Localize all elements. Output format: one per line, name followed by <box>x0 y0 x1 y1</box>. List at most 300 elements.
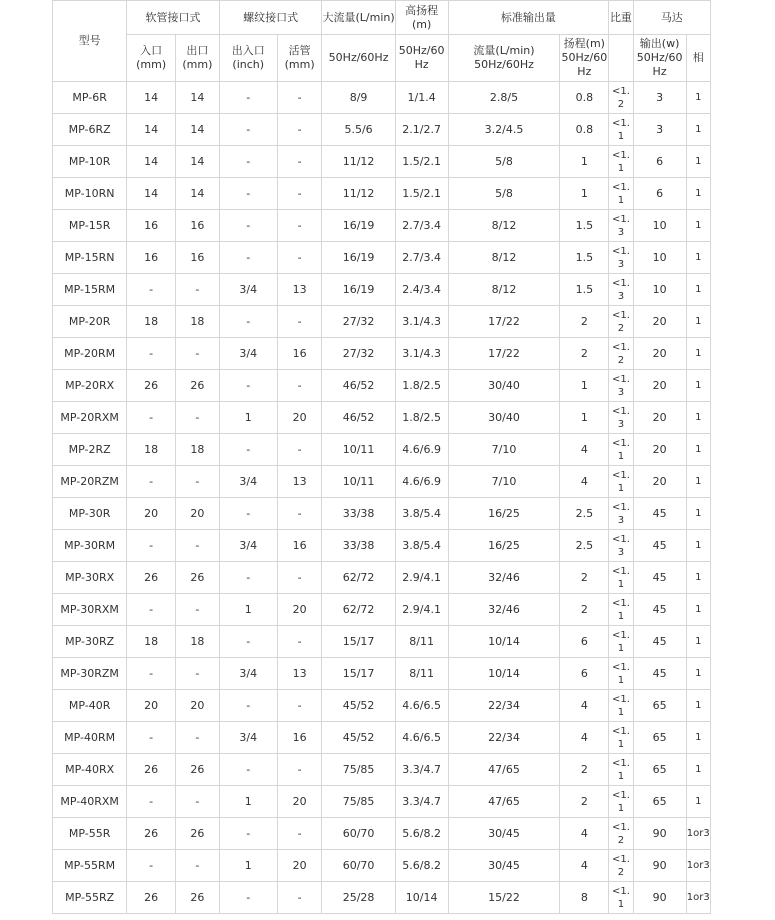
cell-thread-io: - <box>219 82 277 114</box>
cell-max-flow: 62/72 <box>322 594 395 626</box>
cell-model: MP-55RM <box>53 850 127 882</box>
cell-max-flow: 60/70 <box>322 818 395 850</box>
cell-union: 20 <box>277 402 322 434</box>
cell-ratio: <1.3 <box>609 498 633 530</box>
cell-max-head: 2.9/4.1 <box>395 594 448 626</box>
cell-union: 20 <box>277 594 322 626</box>
cell-std-head: 4 <box>560 722 609 754</box>
table-row <box>53 530 711 562</box>
cell-hose-outlet: - <box>176 530 220 562</box>
cell-thread-io: - <box>219 690 277 722</box>
header-std-head: 扬程(m) 50Hz/60 Hz <box>560 35 609 82</box>
cell-std-head: 4 <box>560 690 609 722</box>
cell-std-head: 1 <box>560 402 609 434</box>
cell-max-flow: 11/12 <box>322 178 395 210</box>
cell-std-flow: 30/45 <box>448 850 560 882</box>
cell-union: - <box>277 146 322 178</box>
table-row <box>53 402 711 434</box>
table-row <box>53 434 711 466</box>
cell-max-head: 3.3/4.7 <box>395 754 448 786</box>
cell-hose-inlet: - <box>127 658 176 690</box>
cell-motor-output: 65 <box>633 722 686 754</box>
cell-hose-inlet: 18 <box>127 434 176 466</box>
table-row <box>53 82 711 114</box>
cell-std-head: 1 <box>560 370 609 402</box>
header-max-head-unit: 50Hz/60 Hz <box>395 35 448 82</box>
cell-thread-io: - <box>219 210 277 242</box>
header-max-flow: 大流量(L/min) <box>322 1 395 35</box>
cell-thread-io: 3/4 <box>219 658 277 690</box>
cell-max-head: 2.7/3.4 <box>395 210 448 242</box>
cell-phase: 1 <box>686 562 710 594</box>
cell-max-head: 3.8/5.4 <box>395 498 448 530</box>
cell-union: - <box>277 818 322 850</box>
cell-std-flow: 32/46 <box>448 594 560 626</box>
cell-union: - <box>277 498 322 530</box>
cell-phase: 1 <box>686 370 710 402</box>
cell-motor-output: 45 <box>633 562 686 594</box>
cell-std-flow: 17/22 <box>448 306 560 338</box>
cell-ratio: <1.3 <box>609 242 633 274</box>
cell-hose-inlet: 18 <box>127 626 176 658</box>
cell-union: 13 <box>277 274 322 306</box>
cell-max-head: 1.5/2.1 <box>395 178 448 210</box>
cell-thread-io: 1 <box>219 402 277 434</box>
cell-std-flow: 5/8 <box>448 146 560 178</box>
cell-union: 16 <box>277 722 322 754</box>
header-ratio: 比重 <box>609 1 633 35</box>
cell-model: MP-30RM <box>53 530 127 562</box>
cell-model: MP-20RZM <box>53 466 127 498</box>
spec-table-body <box>53 82 711 914</box>
cell-phase: 1 <box>686 402 710 434</box>
cell-ratio: <1.1 <box>609 178 633 210</box>
cell-hose-outlet: - <box>176 850 220 882</box>
cell-phase: 1 <box>686 626 710 658</box>
cell-model: MP-55R <box>53 818 127 850</box>
cell-std-head: 1.5 <box>560 210 609 242</box>
cell-hose-outlet: - <box>176 338 220 370</box>
cell-thread-io: - <box>219 242 277 274</box>
cell-max-head: 3.3/4.7 <box>395 786 448 818</box>
cell-std-flow: 10/14 <box>448 626 560 658</box>
cell-thread-io: - <box>219 626 277 658</box>
cell-model: MP-20R <box>53 306 127 338</box>
cell-model: MP-20RXM <box>53 402 127 434</box>
cell-max-flow: 15/17 <box>322 658 395 690</box>
cell-hose-inlet: - <box>127 466 176 498</box>
table-row <box>53 114 711 146</box>
cell-max-flow: 75/85 <box>322 786 395 818</box>
cell-model: MP-15RN <box>53 242 127 274</box>
pump-spec-table <box>52 0 711 914</box>
cell-max-head: 4.6/6.5 <box>395 690 448 722</box>
cell-union: - <box>277 114 322 146</box>
cell-union: - <box>277 178 322 210</box>
cell-max-flow: 45/52 <box>322 722 395 754</box>
cell-std-head: 2 <box>560 338 609 370</box>
cell-max-head: 10/14 <box>395 882 448 914</box>
cell-std-head: 2 <box>560 306 609 338</box>
cell-motor-output: 45 <box>633 498 686 530</box>
cell-max-flow: 10/11 <box>322 466 395 498</box>
cell-std-head: 2 <box>560 562 609 594</box>
cell-phase: 1 <box>686 338 710 370</box>
cell-std-flow: 30/45 <box>448 818 560 850</box>
cell-thread-io: - <box>219 498 277 530</box>
cell-model: MP-15R <box>53 210 127 242</box>
cell-phase: 1 <box>686 114 710 146</box>
cell-motor-output: 65 <box>633 754 686 786</box>
cell-ratio: <1.3 <box>609 370 633 402</box>
cell-ratio: <1.2 <box>609 850 633 882</box>
cell-std-head: 2 <box>560 594 609 626</box>
cell-max-flow: 16/19 <box>322 210 395 242</box>
cell-motor-output: 6 <box>633 146 686 178</box>
cell-max-flow: 5.5/6 <box>322 114 395 146</box>
cell-union: - <box>277 434 322 466</box>
cell-phase: 1 <box>686 722 710 754</box>
cell-ratio: <1.1 <box>609 882 633 914</box>
cell-ratio: <1.3 <box>609 530 633 562</box>
cell-max-head: 4.6/6.9 <box>395 434 448 466</box>
cell-hose-inlet: - <box>127 594 176 626</box>
cell-hose-inlet: 26 <box>127 370 176 402</box>
cell-ratio: <1.1 <box>609 754 633 786</box>
cell-ratio: <1.1 <box>609 594 633 626</box>
cell-max-head: 1.8/2.5 <box>395 402 448 434</box>
cell-model: MP-20RX <box>53 370 127 402</box>
cell-motor-output: 20 <box>633 338 686 370</box>
cell-max-head: 3.8/5.4 <box>395 530 448 562</box>
cell-motor-output: 90 <box>633 818 686 850</box>
table-row <box>53 594 711 626</box>
table-row <box>53 562 711 594</box>
cell-max-flow: 8/9 <box>322 82 395 114</box>
cell-union: - <box>277 306 322 338</box>
cell-std-head: 0.8 <box>560 82 609 114</box>
cell-ratio: <1.1 <box>609 434 633 466</box>
cell-std-flow: 16/25 <box>448 530 560 562</box>
cell-hose-outlet: 16 <box>176 210 220 242</box>
header-motor-output: 输出(w) 50Hz/60 Hz <box>633 35 686 82</box>
cell-ratio: <1.1 <box>609 722 633 754</box>
cell-std-flow: 22/34 <box>448 690 560 722</box>
cell-max-flow: 62/72 <box>322 562 395 594</box>
table-row <box>53 338 711 370</box>
cell-hose-inlet: 14 <box>127 146 176 178</box>
cell-max-head: 3.1/4.3 <box>395 338 448 370</box>
cell-motor-output: 20 <box>633 466 686 498</box>
header-std-flow: 流量(L/min) 50Hz/60Hz <box>448 35 560 82</box>
cell-motor-output: 10 <box>633 242 686 274</box>
cell-std-head: 2.5 <box>560 498 609 530</box>
cell-std-head: 8 <box>560 882 609 914</box>
cell-std-head: 6 <box>560 626 609 658</box>
cell-ratio: <1.1 <box>609 626 633 658</box>
header-max-flow-unit: 50Hz/60Hz <box>322 35 395 82</box>
cell-max-head: 4.6/6.5 <box>395 722 448 754</box>
cell-max-flow: 33/38 <box>322 498 395 530</box>
cell-phase: 1or3 <box>686 850 710 882</box>
cell-hose-outlet: 20 <box>176 690 220 722</box>
cell-union: 16 <box>277 338 322 370</box>
table-row <box>53 818 711 850</box>
cell-thread-io: - <box>219 146 277 178</box>
cell-ratio: <1.2 <box>609 338 633 370</box>
cell-union: 13 <box>277 658 322 690</box>
cell-hose-outlet: 18 <box>176 434 220 466</box>
cell-model: MP-40RM <box>53 722 127 754</box>
table-row <box>53 690 711 722</box>
cell-hose-outlet: - <box>176 402 220 434</box>
cell-hose-outlet: 14 <box>176 178 220 210</box>
cell-ratio: <1.3 <box>609 402 633 434</box>
cell-hose-inlet: 18 <box>127 306 176 338</box>
cell-motor-output: 20 <box>633 306 686 338</box>
cell-phase: 1 <box>686 690 710 722</box>
cell-max-flow: 15/17 <box>322 626 395 658</box>
cell-std-head: 4 <box>560 850 609 882</box>
table-row <box>53 466 711 498</box>
cell-hose-outlet: 26 <box>176 818 220 850</box>
cell-std-head: 6 <box>560 658 609 690</box>
cell-hose-inlet: 14 <box>127 82 176 114</box>
cell-union: 13 <box>277 466 322 498</box>
cell-hose-inlet: 26 <box>127 882 176 914</box>
cell-thread-io: - <box>219 754 277 786</box>
cell-std-head: 1.5 <box>560 274 609 306</box>
cell-hose-outlet: - <box>176 594 220 626</box>
cell-phase: 1or3 <box>686 882 710 914</box>
cell-ratio: <1.1 <box>609 562 633 594</box>
cell-phase: 1or3 <box>686 818 710 850</box>
cell-motor-output: 10 <box>633 274 686 306</box>
cell-hose-outlet: 26 <box>176 370 220 402</box>
cell-hose-inlet: - <box>127 786 176 818</box>
cell-motor-output: 45 <box>633 594 686 626</box>
cell-union: - <box>277 754 322 786</box>
cell-hose-outlet: 14 <box>176 114 220 146</box>
cell-thread-io: - <box>219 562 277 594</box>
cell-thread-io: 3/4 <box>219 530 277 562</box>
cell-ratio: <1.1 <box>609 466 633 498</box>
table-row <box>53 274 711 306</box>
cell-std-flow: 30/40 <box>448 370 560 402</box>
cell-max-head: 1.8/2.5 <box>395 370 448 402</box>
cell-ratio: <1.1 <box>609 690 633 722</box>
cell-std-head: 1 <box>560 146 609 178</box>
header-hose-outlet: 出口(mm) <box>176 35 220 82</box>
cell-phase: 1 <box>686 210 710 242</box>
cell-thread-io: 3/4 <box>219 338 277 370</box>
cell-std-flow: 10/14 <box>448 658 560 690</box>
cell-motor-output: 65 <box>633 786 686 818</box>
table-row <box>53 178 711 210</box>
cell-std-flow: 7/10 <box>448 434 560 466</box>
cell-hose-outlet: 16 <box>176 242 220 274</box>
table-row <box>53 658 711 690</box>
cell-hose-inlet: 20 <box>127 498 176 530</box>
cell-std-flow: 8/12 <box>448 242 560 274</box>
cell-thread-io: 3/4 <box>219 274 277 306</box>
cell-hose-inlet: - <box>127 850 176 882</box>
cell-max-head: 3.1/4.3 <box>395 306 448 338</box>
cell-max-flow: 33/38 <box>322 530 395 562</box>
cell-hose-inlet: 14 <box>127 114 176 146</box>
cell-hose-outlet: 20 <box>176 498 220 530</box>
cell-hose-inlet: - <box>127 274 176 306</box>
header-phase: 相 <box>686 35 710 82</box>
cell-hose-outlet: 14 <box>176 146 220 178</box>
cell-std-flow: 47/65 <box>448 786 560 818</box>
cell-hose-outlet: 26 <box>176 562 220 594</box>
cell-thread-io: - <box>219 306 277 338</box>
cell-std-head: 4 <box>560 434 609 466</box>
cell-std-flow: 17/22 <box>448 338 560 370</box>
cell-max-head: 8/11 <box>395 658 448 690</box>
cell-max-flow: 46/52 <box>322 402 395 434</box>
cell-model: MP-40RXM <box>53 786 127 818</box>
cell-motor-output: 3 <box>633 82 686 114</box>
header-motor: 马达 <box>633 1 710 35</box>
cell-max-flow: 60/70 <box>322 850 395 882</box>
cell-std-flow: 2.8/5 <box>448 82 560 114</box>
cell-max-flow: 11/12 <box>322 146 395 178</box>
cell-std-flow: 47/65 <box>448 754 560 786</box>
cell-max-flow: 75/85 <box>322 754 395 786</box>
cell-model: MP-30RX <box>53 562 127 594</box>
cell-model: MP-40RX <box>53 754 127 786</box>
cell-hose-outlet: 14 <box>176 82 220 114</box>
cell-hose-inlet: 26 <box>127 754 176 786</box>
cell-model: MP-30RXM <box>53 594 127 626</box>
cell-std-flow: 30/40 <box>448 402 560 434</box>
table-row <box>53 754 711 786</box>
cell-hose-inlet: 26 <box>127 818 176 850</box>
cell-std-head: 2 <box>560 786 609 818</box>
cell-std-flow: 3.2/4.5 <box>448 114 560 146</box>
table-row <box>53 306 711 338</box>
cell-std-head: 0.8 <box>560 114 609 146</box>
cell-thread-io: - <box>219 818 277 850</box>
cell-max-flow: 16/19 <box>322 242 395 274</box>
cell-ratio: <1.1 <box>609 114 633 146</box>
cell-hose-outlet: 26 <box>176 754 220 786</box>
cell-std-head: 1.5 <box>560 242 609 274</box>
cell-hose-inlet: 14 <box>127 178 176 210</box>
header-standard-output: 标准输出量 <box>448 1 609 35</box>
cell-motor-output: 6 <box>633 178 686 210</box>
cell-union: - <box>277 626 322 658</box>
cell-std-head: 1 <box>560 178 609 210</box>
cell-max-head: 5.6/8.2 <box>395 850 448 882</box>
cell-union: - <box>277 562 322 594</box>
cell-union: - <box>277 882 322 914</box>
cell-phase: 1 <box>686 274 710 306</box>
cell-model: MP-2RZ <box>53 434 127 466</box>
cell-motor-output: 20 <box>633 434 686 466</box>
cell-phase: 1 <box>686 178 710 210</box>
table-row <box>53 146 711 178</box>
cell-hose-inlet: - <box>127 530 176 562</box>
header-thread-io: 出入口(inch) <box>219 35 277 82</box>
cell-model: MP-30RZ <box>53 626 127 658</box>
cell-phase: 1 <box>686 242 710 274</box>
cell-ratio: <1.2 <box>609 818 633 850</box>
cell-max-head: 2.9/4.1 <box>395 562 448 594</box>
cell-hose-outlet: - <box>176 658 220 690</box>
cell-std-head: 4 <box>560 466 609 498</box>
cell-hose-outlet: 18 <box>176 306 220 338</box>
cell-max-head: 4.6/6.9 <box>395 466 448 498</box>
cell-motor-output: 45 <box>633 530 686 562</box>
cell-hose-inlet: - <box>127 402 176 434</box>
cell-phase: 1 <box>686 658 710 690</box>
cell-hose-outlet: - <box>176 466 220 498</box>
header-ratio-empty <box>609 35 633 82</box>
cell-motor-output: 90 <box>633 882 686 914</box>
cell-union: 20 <box>277 850 322 882</box>
table-row <box>53 786 711 818</box>
cell-union: - <box>277 370 322 402</box>
cell-motor-output: 10 <box>633 210 686 242</box>
cell-ratio: <1.1 <box>609 786 633 818</box>
cell-union: - <box>277 210 322 242</box>
cell-union: - <box>277 82 322 114</box>
header-max-head: 高扬程(m) <box>395 1 448 35</box>
cell-hose-inlet: 16 <box>127 242 176 274</box>
cell-max-head: 2.1/2.7 <box>395 114 448 146</box>
cell-max-flow: 27/32 <box>322 338 395 370</box>
cell-model: MP-55RZ <box>53 882 127 914</box>
cell-hose-outlet: 18 <box>176 626 220 658</box>
cell-model: MP-30RZM <box>53 658 127 690</box>
cell-std-head: 4 <box>560 818 609 850</box>
header-thread-union: 活管(mm) <box>277 35 322 82</box>
cell-ratio: <1.2 <box>609 306 633 338</box>
cell-union: - <box>277 690 322 722</box>
header-thread-group: 螺纹接口式 <box>219 1 322 35</box>
cell-motor-output: 90 <box>633 850 686 882</box>
cell-hose-outlet: - <box>176 274 220 306</box>
cell-std-flow: 7/10 <box>448 466 560 498</box>
cell-phase: 1 <box>686 498 710 530</box>
cell-thread-io: 3/4 <box>219 466 277 498</box>
table-row <box>53 370 711 402</box>
cell-phase: 1 <box>686 146 710 178</box>
cell-motor-output: 45 <box>633 658 686 690</box>
cell-thread-io: - <box>219 178 277 210</box>
cell-motor-output: 45 <box>633 626 686 658</box>
cell-ratio: <1.1 <box>609 658 633 690</box>
cell-std-flow: 8/12 <box>448 274 560 306</box>
cell-phase: 1 <box>686 754 710 786</box>
cell-model: MP-15RM <box>53 274 127 306</box>
cell-model: MP-20RM <box>53 338 127 370</box>
table-row <box>53 626 711 658</box>
cell-phase: 1 <box>686 786 710 818</box>
cell-union: 20 <box>277 786 322 818</box>
cell-motor-output: 3 <box>633 114 686 146</box>
cell-thread-io: - <box>219 434 277 466</box>
cell-ratio: <1.3 <box>609 274 633 306</box>
table-row <box>53 498 711 530</box>
header-hose-inlet: 入口(mm) <box>127 35 176 82</box>
cell-union: - <box>277 242 322 274</box>
cell-motor-output: 20 <box>633 370 686 402</box>
cell-model: MP-6RZ <box>53 114 127 146</box>
